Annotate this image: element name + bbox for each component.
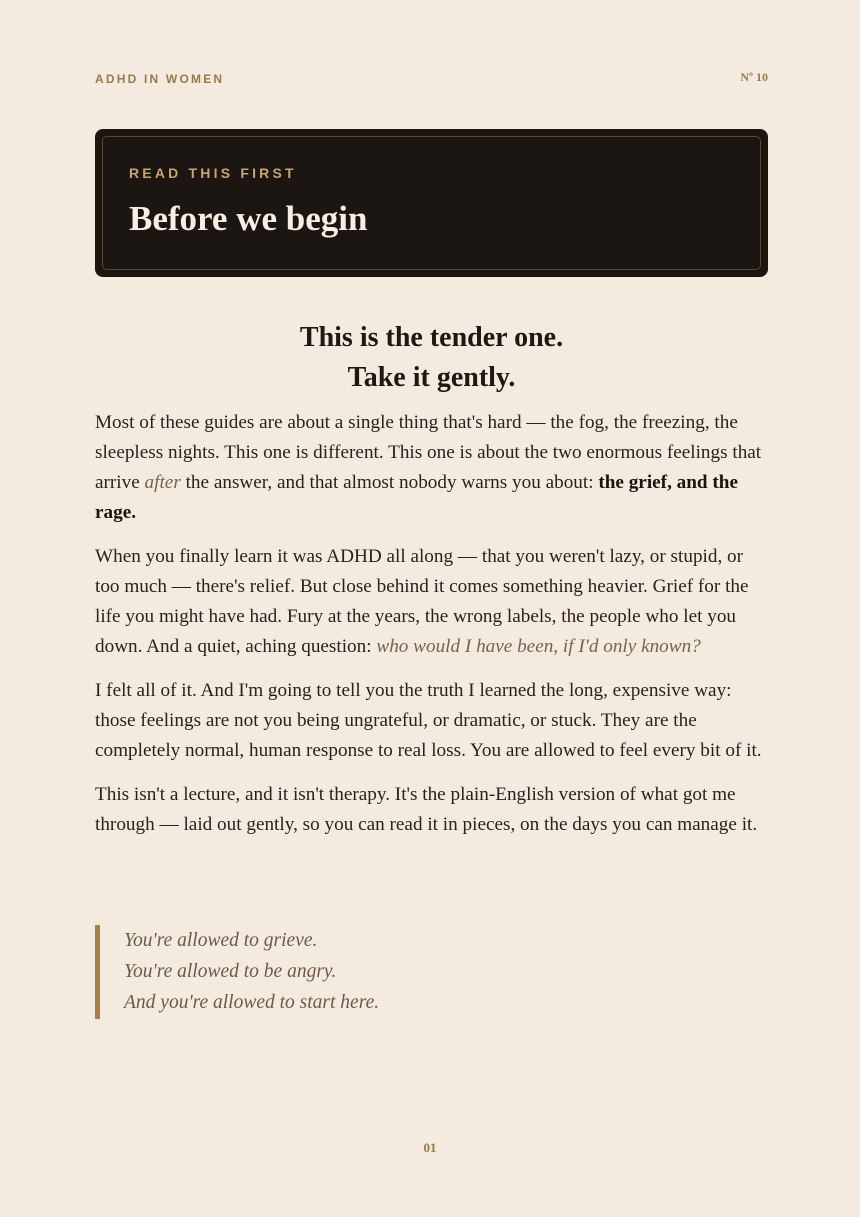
paragraph-1-text-b: the answer, and that almost nobody warns you about: bbox=[180, 472, 599, 493]
pull-quote-line-2: You're allowed to be angry. bbox=[124, 961, 337, 982]
body-text bbox=[95, 408, 768, 854]
paragraph-1-emphasis: after bbox=[144, 472, 181, 493]
section-banner bbox=[95, 129, 768, 277]
paragraph-3: I felt all of it. And I'm going to tell you the truth I learned the long, expensive way: those feelings are not you being ungrateful, or dramatic, or stuck. They are the completely normal, human response to real loss. You are allowed to feel every bit of it. bbox=[95, 680, 762, 761]
running-head: ADHD IN WOMEN bbox=[95, 72, 225, 86]
pull-quote-line-1: You're allowed to grieve. bbox=[124, 930, 318, 951]
page-number: 01 bbox=[423, 1140, 437, 1155]
paragraph-4: This isn't a lecture, and it isn't therapy. It's the plain-English version of what got me through — laid out gently, so you can read it in pieces, on the days you can manage it. bbox=[95, 784, 758, 835]
lead-line-1: This is the tender one. bbox=[299, 322, 564, 353]
lead-line-2: Take it gently. bbox=[347, 362, 516, 393]
paragraph-2-text-a: When you finally learn it was ADHD all along — that you weren't lazy, or stupid, or too much — there's relief. But close behind it comes something heavier. Grief for the life you might have had. Fury at the years, the wrong labels, the people who let you down. And a quiet, aching question: bbox=[95, 546, 749, 657]
paragraph-2 bbox=[95, 542, 768, 662]
pull-quote bbox=[95, 925, 735, 1019]
issue-number: Nº 10 bbox=[740, 70, 768, 84]
paragraph-1-strong: the grief, and the rage. bbox=[95, 472, 738, 523]
lead-heading bbox=[95, 318, 768, 398]
paragraph-2-emphasis: who would I have been, if I'd only known? bbox=[376, 636, 701, 657]
pull-quote-line-3: And you're allowed to start here. bbox=[124, 992, 380, 1013]
paragraph-1-text-a: Most of these guides are about a single thing that's hard — the fog, the freezing, the sleepless nights. This one is different. This one is about the two enormous feelings that arrive bbox=[95, 412, 762, 493]
paragraph-1 bbox=[95, 408, 768, 528]
page-title: Before we begin bbox=[129, 199, 368, 238]
banner-kicker: READ THIS FIRST bbox=[129, 165, 297, 181]
